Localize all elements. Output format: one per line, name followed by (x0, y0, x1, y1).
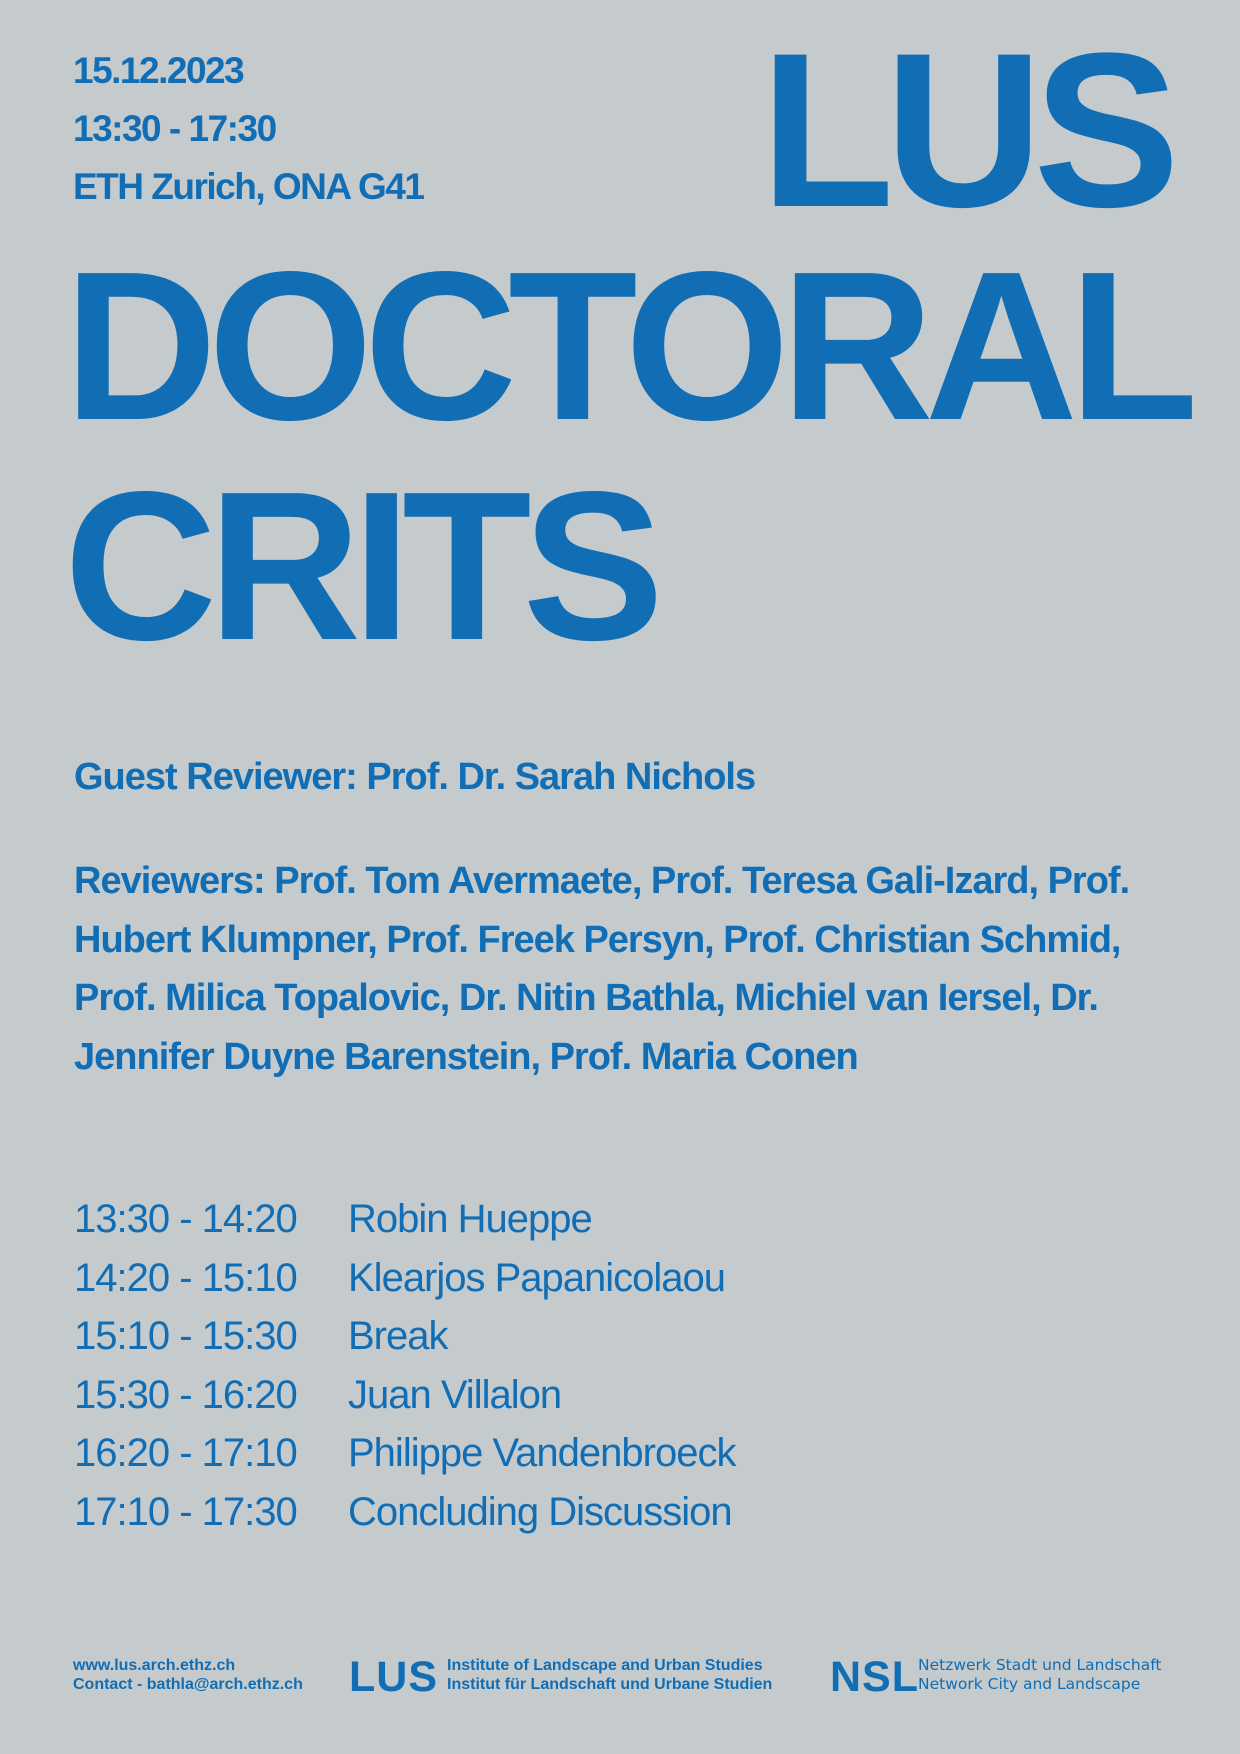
event-time: 13:30 - 17:30 (73, 108, 276, 149)
event-location: ETH Zurich, ONA G41 (73, 166, 424, 207)
schedule-row (74, 1366, 735, 1425)
schedule-time: 16:20 - 17:10 (74, 1431, 297, 1475)
schedule-row (74, 1424, 735, 1483)
schedule-row (74, 1249, 735, 1308)
schedule-time: 17:10 - 17:30 (74, 1489, 297, 1534)
schedule-name: Break (348, 1314, 448, 1358)
lus-name-en: Institute of Landscape and Urban Studies (447, 1657, 763, 1674)
schedule (74, 1190, 735, 1541)
event-date: 15.12.2023 (73, 50, 244, 91)
footer-contact (73, 1656, 303, 1694)
schedule-name: Juan Villalon (348, 1372, 562, 1417)
nsl-network-name (918, 1656, 1161, 1694)
schedule-row (74, 1483, 735, 1542)
reviewers-list: Reviewers: Prof. Tom Avermaete, Prof. Teresa Gali-Izard, Prof. Hubert Klumpner, Prof. Freek Persyn, Prof. Christian Schmid, Prof. Milica Topalovic, Dr. Nitin Bathla, Michiel van Iersel, Dr. Jennifer Duyne Barenstein, Prof. Maria Conen (74, 860, 1130, 1078)
title-doctoral: DOCTORAL (64, 227, 1190, 464)
nsl-name-de: Netzwerk Stadt und Landschaft (918, 1656, 1162, 1674)
schedule-name: Philippe Vandenbroeck (348, 1431, 736, 1475)
schedule-time: 14:20 - 15:10 (74, 1255, 297, 1300)
schedule-row (74, 1307, 735, 1366)
nsl-logo: NSL (830, 1653, 919, 1701)
lus-logo: LUS (349, 1653, 438, 1701)
nsl-name-en: Network City and Landscape (918, 1675, 1141, 1693)
schedule-name: Klearjos Papanicolaou (348, 1255, 726, 1300)
schedule-name: Robin Hueppe (348, 1197, 592, 1241)
title-crits: CRITS (64, 447, 655, 684)
schedule-time: 13:30 - 14:20 (74, 1197, 297, 1241)
schedule-name: Concluding Discussion (348, 1489, 732, 1534)
lus-institute-name (447, 1656, 772, 1694)
lus-name-de: Institut für Landschaft und Urbane Studien (447, 1676, 773, 1693)
schedule-row (74, 1190, 735, 1249)
schedule-time: 15:30 - 16:20 (74, 1372, 297, 1417)
guest-reviewer: Guest Reviewer: Prof. Dr. Sarah Nichols (74, 756, 756, 798)
lus-title: LUS (760, 7, 1170, 253)
schedule-time: 15:10 - 15:30 (74, 1314, 297, 1358)
website-link[interactable]: www.lus.arch.ethz.ch (73, 1657, 236, 1674)
contact-email[interactable]: Contact - bathla@arch.ethz.ch (73, 1676, 303, 1693)
